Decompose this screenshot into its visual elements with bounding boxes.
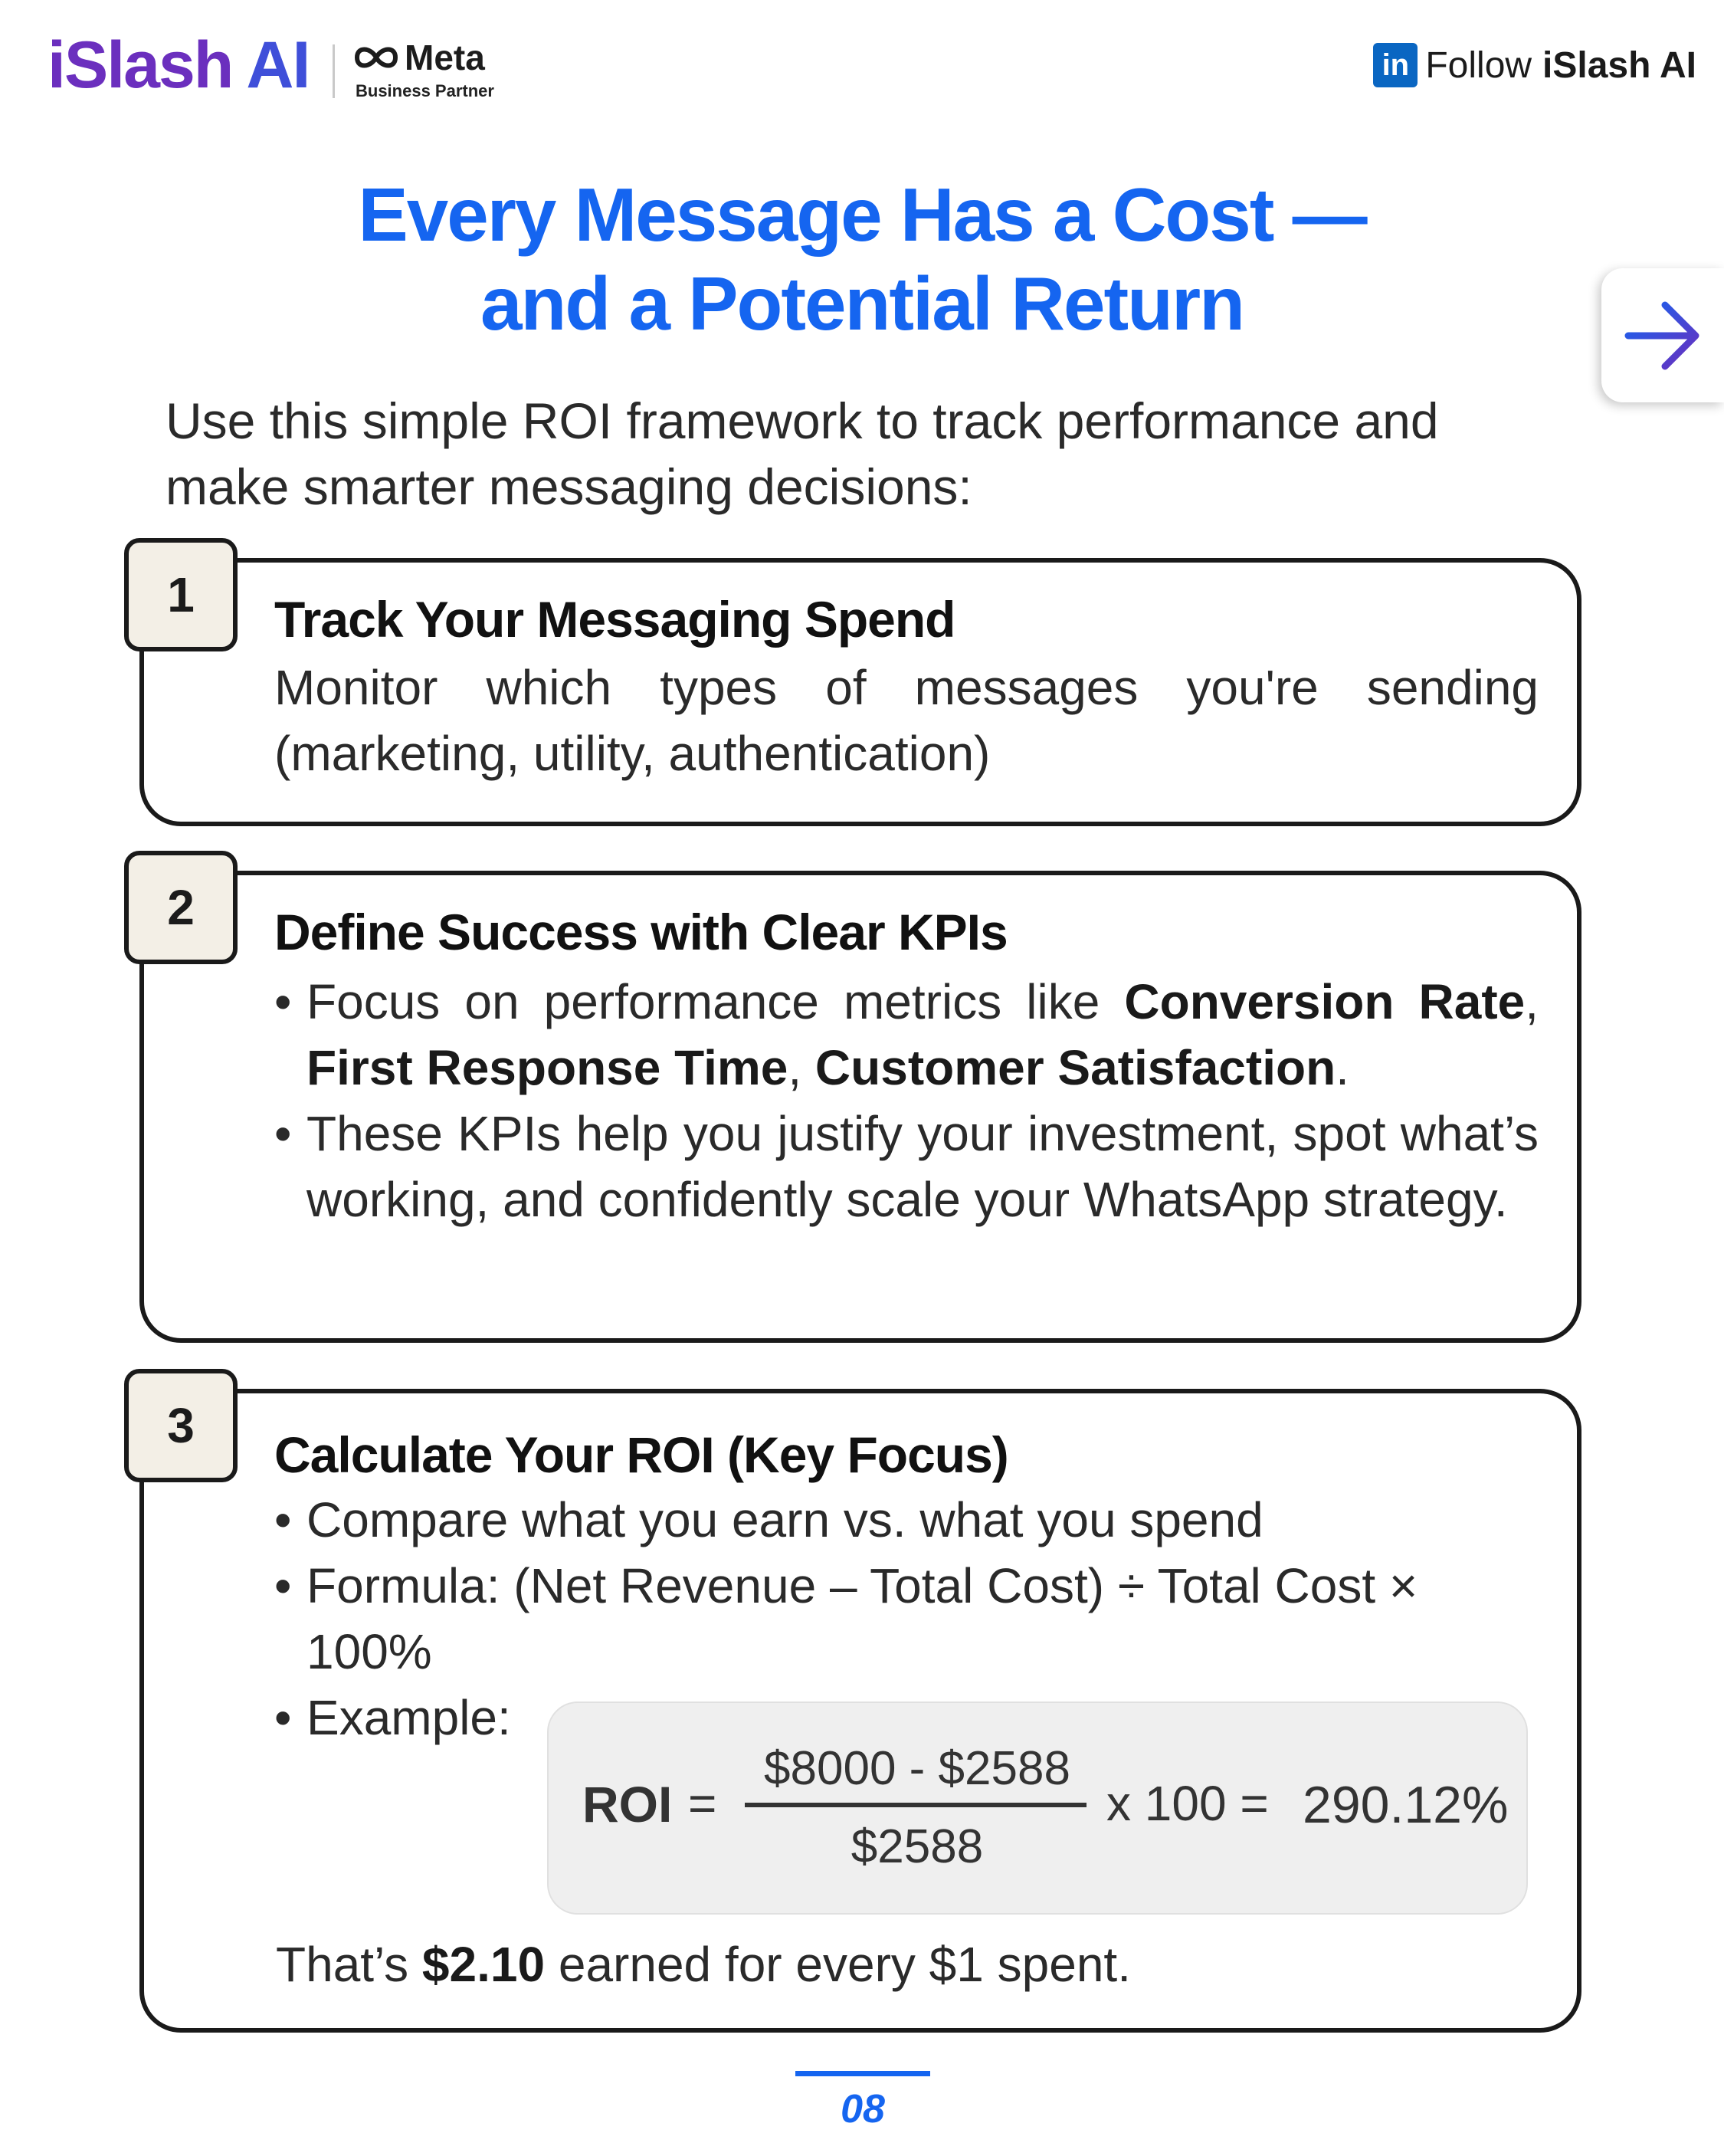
islash-logo: iSlash AI (48, 28, 310, 102)
arrow-right-icon (1621, 294, 1705, 378)
roi-bullet: • Formula: (Net Revenue – Total Cost) ÷ Total Cost × 100% (274, 1553, 1539, 1685)
follow-brand: iSlash AI (1542, 44, 1696, 86)
follow-link[interactable] (1373, 43, 1696, 87)
intro-text: Use this simple ROI framework to track performance and make smarter messaging decisions: (166, 392, 1439, 515)
multiplier: x 100 = (1106, 1776, 1269, 1831)
meta-infinity-icon (352, 44, 400, 71)
step-2-content (274, 901, 1539, 1232)
fraction-denominator: $2588 (851, 1820, 984, 1873)
step-number-badge: 3 (124, 1369, 238, 1482)
step-number-badge: 1 (124, 538, 238, 651)
meta-partner-badge (352, 40, 494, 101)
fraction-numerator: $8000 - $2588 (764, 1742, 1070, 1795)
logo-divider (333, 44, 335, 98)
linkedin-icon: in (1373, 43, 1418, 87)
next-slide-button[interactable] (1601, 268, 1724, 402)
page-number: 08 (841, 2087, 885, 2131)
equals-sign: = (688, 1776, 717, 1831)
roi-result: 290.12% (1303, 1776, 1509, 1834)
kpi-bullet: • These KPIs help you justify your investment, spot what’s working, and confidently scale your WhatsApp strategy. (274, 1101, 1539, 1232)
step-1-content (274, 589, 1539, 786)
roi-bullet: • Example: (274, 1685, 1539, 1751)
step-heading: Calculate Your ROI (Key Focus) (274, 1426, 1008, 1483)
step-number-badge: 2 (124, 851, 238, 964)
meta-wordmark: Meta (405, 38, 485, 77)
step-heading: Define Success with Clear KPIs (274, 904, 1008, 960)
roi-bullet: • Compare what you earn vs. what you spend (274, 1487, 1539, 1553)
roi-label: ROI (582, 1776, 673, 1833)
page-indicator-line (795, 2071, 930, 2076)
follow-label: Follow (1425, 44, 1532, 86)
roi-summary: That’s $2.10 earned for every $1 spent. (276, 1937, 1131, 1992)
partner-label: Business Partner (356, 81, 494, 100)
kpi-bullet: • Focus on performance metrics like Conversion Rate, First Response Time, Customer Satisfaction. (274, 969, 1539, 1101)
page-title: Every Message Has a Cost — and a Potential Return (358, 172, 1366, 346)
step-body: Monitor which types of messages you're sending (marketing, utility, authentication) (274, 660, 1539, 781)
fraction-line (745, 1803, 1087, 1807)
step-heading: Track Your Messaging Spend (274, 591, 955, 648)
